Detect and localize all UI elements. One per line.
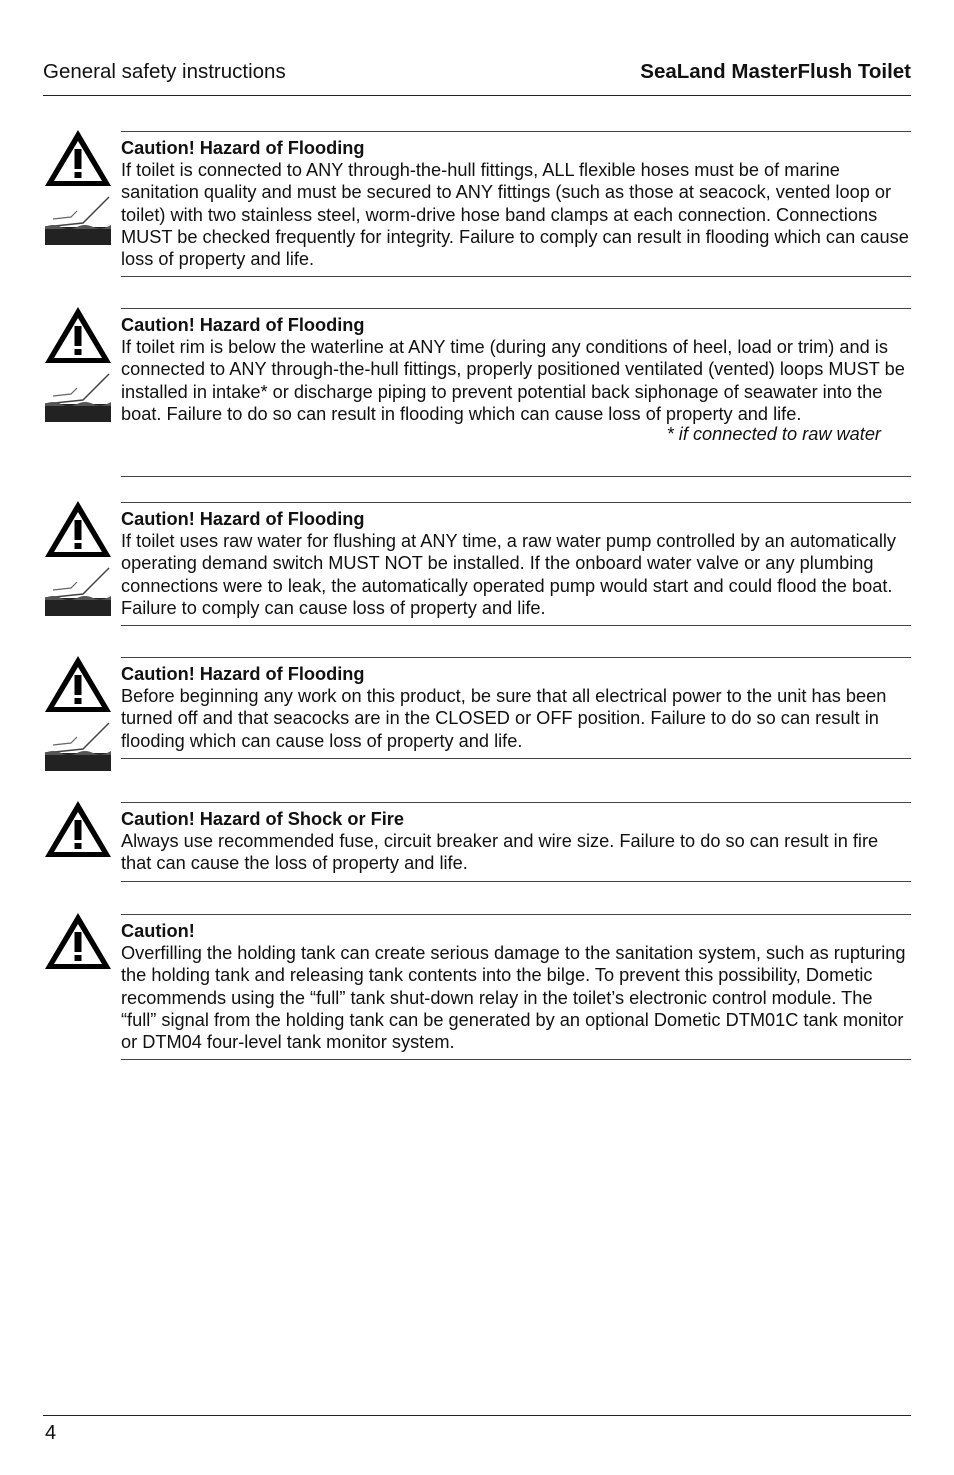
caution-text [121, 663, 911, 752]
product-title: SeaLand MasterFlush Toilet [640, 60, 911, 83]
caution-body: Before beginning any work on this product, be sure that all electrical power to the unit has been turned off and that seacocks are in the CLOSED or OFF position. Failure to do so can result in flooding which can cause loss of property and life. [121, 686, 887, 751]
page-header [43, 60, 911, 96]
footer-divider [43, 1415, 911, 1416]
flooding-hazard-icon [43, 189, 113, 247]
divider [121, 625, 911, 626]
flooding-hazard-icon [43, 715, 113, 773]
caution-icons [43, 498, 113, 618]
caution-title: Caution! Hazard of Shock or Fire [121, 809, 404, 829]
caution-icons [43, 653, 113, 773]
caution-icons [43, 910, 113, 972]
caution-text [121, 808, 911, 875]
caution-title: Caution! Hazard of Flooding [121, 315, 365, 335]
divider [121, 131, 911, 132]
caution-body: If toilet uses raw water for flushing at ANY time, a raw water pump controlled by an automatically operating demand switch MUST NOT be installed. If the onboard water valve or any plumbing connections were to leak, the automatically operated pump would start and could flood the boat. Failure to comply can cause loss of property and life. [121, 531, 897, 618]
caution-block-flooding-hoses [43, 131, 911, 277]
divider [121, 758, 911, 759]
warning-triangle-icon [43, 910, 113, 972]
caution-text [121, 920, 911, 1053]
section-title: General safety instructions [43, 60, 286, 83]
caution-block-flooding-power [43, 657, 911, 759]
warning-triangle-icon [43, 798, 113, 860]
caution-body: If toilet rim is below the waterline at ANY time (during any conditions of heel, load or trim) and is connected to ANY through-the-hull fittings, properly positioned ventilated (vented) loops MUST be installed in intake* or discharge piping to prevent potential back siphonage of seawater into the boat. Failure to do so can result in flooding which can cause loss of property and life. [121, 337, 905, 424]
divider [121, 308, 911, 309]
caution-title: Caution! Hazard of Flooding [121, 138, 365, 158]
divider [121, 276, 911, 277]
warning-triangle-icon [43, 498, 113, 560]
caution-text [121, 137, 911, 270]
caution-body: If toilet is connected to ANY through-the-hull fittings, ALL flexible hoses must be of marine sanitation quality and must be secured to ANY fittings (such as those at seacock, vented loop or toilet) with two stainless steel, worm-drive hose band clamps at each connection. Connections MUST be checked frequently for integrity. Failure to comply can result in flooding which can cause loss of property and life. [121, 160, 909, 270]
warning-triangle-icon [43, 653, 113, 715]
caution-icons [43, 304, 113, 424]
divider [121, 502, 911, 503]
caution-text [121, 314, 911, 445]
warning-triangle-icon [43, 127, 113, 189]
caution-icons [43, 798, 113, 860]
divider [121, 1059, 911, 1060]
flooding-hazard-icon [43, 366, 113, 424]
caution-title: Caution! [121, 921, 195, 941]
warning-triangle-icon [43, 304, 113, 366]
caution-body: Always use recommended fuse, circuit breaker and wire size. Failure to do so can result in fire that can cause the loss of property and life. [121, 831, 879, 874]
divider [121, 914, 911, 915]
divider [121, 802, 911, 803]
flooding-hazard-icon [43, 560, 113, 618]
caution-title: Caution! Hazard of Flooding [121, 509, 365, 529]
caution-footnote: * if connected to raw water [666, 424, 881, 445]
caution-icons [43, 127, 113, 247]
caution-block-flooding-pump [43, 502, 911, 626]
caution-block-shock-fire [43, 802, 911, 882]
divider [121, 657, 911, 658]
divider [121, 881, 911, 882]
caution-block-flooding-waterline [43, 308, 911, 477]
page-number: 4 [45, 1422, 57, 1444]
caution-title: Caution! Hazard of Flooding [121, 664, 365, 684]
caution-block-holding-tank [43, 914, 911, 1060]
caution-body: Overfilling the holding tank can create serious damage to the sanitation system, such as rupturing the holding tank and releasing tank contents into the bilge. To prevent this possibility, Dometic recommends using the “full” tank shut-down relay in the toilet’s electronic control module. The “full” signal from the holding tank can be generated by an optional Dometic DTM01C tank monitor or DTM04 four-level tank monitor system. [121, 943, 906, 1053]
divider [121, 476, 911, 477]
caution-text [121, 508, 911, 619]
